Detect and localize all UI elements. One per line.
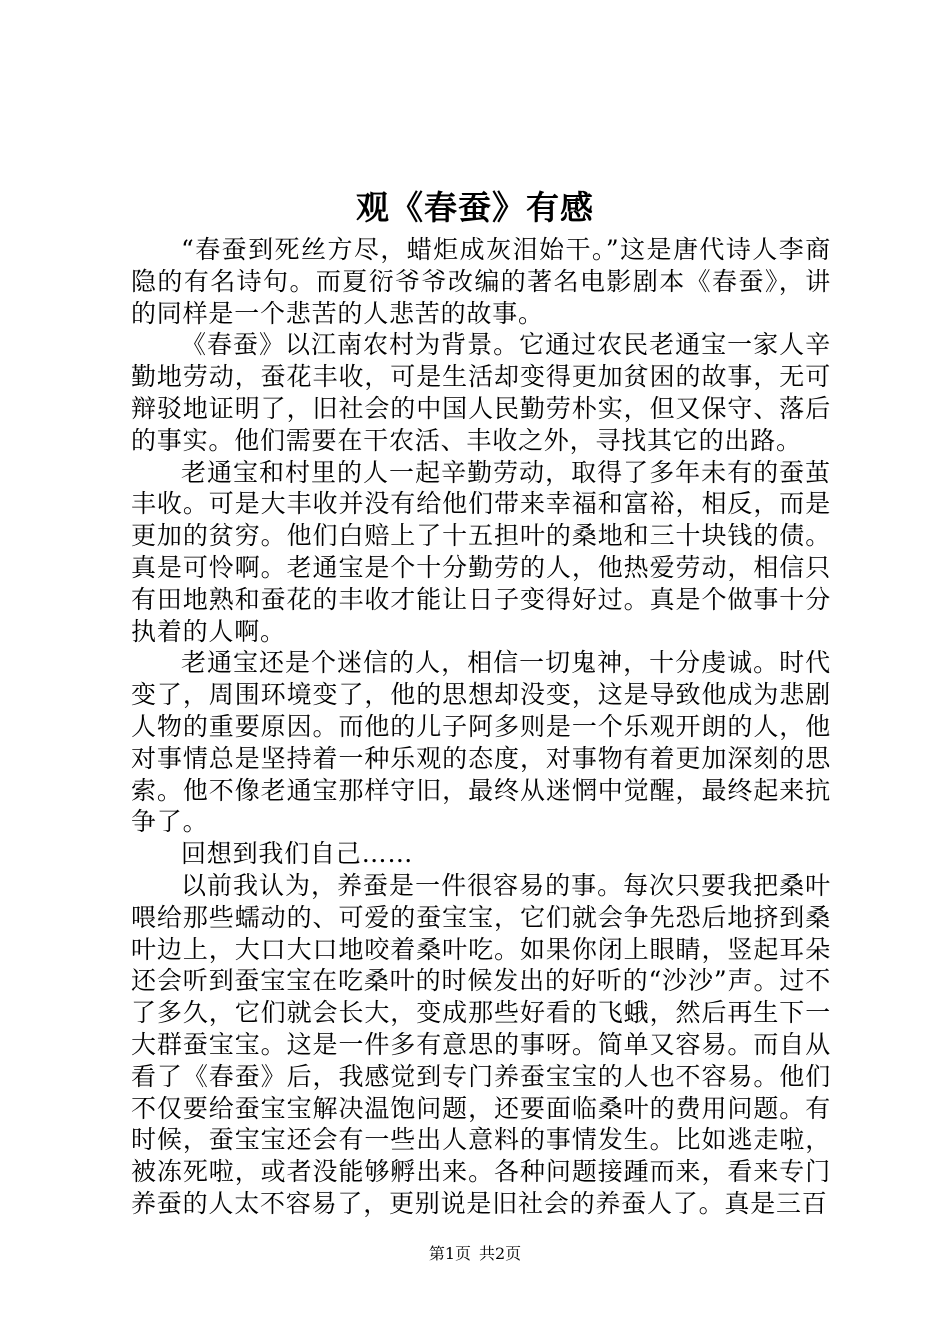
paragraph-1: “春蚕到死丝方尽，蜡炬成灰泪始干。”这是唐代诗人李商隐的有名诗句。而夏衍爷爷改编的著名电影剧本《春蚕》，讲的同样是一个悲苦的人悲苦的故事。 — [131, 235, 831, 328]
paragraph-2: 《春蚕》以江南农村为背景。它通过农民老通宝一家人辛勤地劳动，蚕花丰收，可是生活却变得更加贫困的故事，无可辩驳地证明了，旧社会的中国人民勤劳朴实，但又保守、落后的事实。他们需要在干农活、丰收之外，寻找其它的出路。 — [131, 330, 831, 455]
document-title: 观《春蚕》有感 — [356, 188, 594, 227]
page-footer — [0, 1244, 950, 1264]
page-total: 共2页 — [479, 1244, 522, 1263]
page-number: 第1页 — [428, 1244, 471, 1263]
paragraph-6: 以前我认为，养蚕是一件很容易的事。每次只要我把桑叶喂给那些蠕动的、可爱的蚕宝宝，它们就会争先恐后地挤到桑叶边上，大口大口地咬着桑叶吃。如果你闭上眼睛，竖起耳朵还会听到蚕宝宝在吃桑叶的时候发出的好听的“沙沙”声。过不了多久，它们就会长大，变成那些好看的飞蛾，然后再生下一大群蚕宝宝。这是一件多有意思的事呀。简单又容易。而自从看了《春蚕》后，我感觉到专门养蚕宝宝的人也不容易。他们不仅要给蚕宝宝解决温饱问题，还要面临桑叶的费用问题。有时候，蚕宝宝还会有一些出人意料的事情发生。比如逃走啦，被冻死啦，或者没能够孵出来。各种问题接踵而来，看来专门养蚕的人太不容易了，更别说是旧社会的养蚕人了。真是三百 — [131, 870, 831, 1218]
document-body — [131, 234, 831, 1220]
paragraph-3: 老通宝和村里的人一起辛勤劳动，取得了多年未有的蚕茧丰收。可是大丰收并没有给他们带来幸福和富裕，相反，而是更加的贫穷。他们白赔上了十五担叶的桑地和三十块钱的债。真是可怜啊。老通宝是个十分勤劳的人，他热爱劳动，相信只有田地熟和蚕花的丰收才能让日子变得好过。真是个做事十分执着的人啊。 — [131, 457, 831, 646]
paragraph-4: 老通宝还是个迷信的人，相信一切鬼神，十分虔诚。时代变了，周围环境变了，他的思想却没变，这是导致他成为悲剧人物的重要原因。而他的儿子阿多则是一个乐观开朗的人，他对事情总是坚持着一种乐观的态度，对事物有着更加深刻的思索。他不像老通宝那样守旧，最终从迷惘中觉醒，最终起来抗争了。 — [131, 648, 831, 837]
paragraph-5: 回想到我们自己…… — [181, 839, 414, 869]
